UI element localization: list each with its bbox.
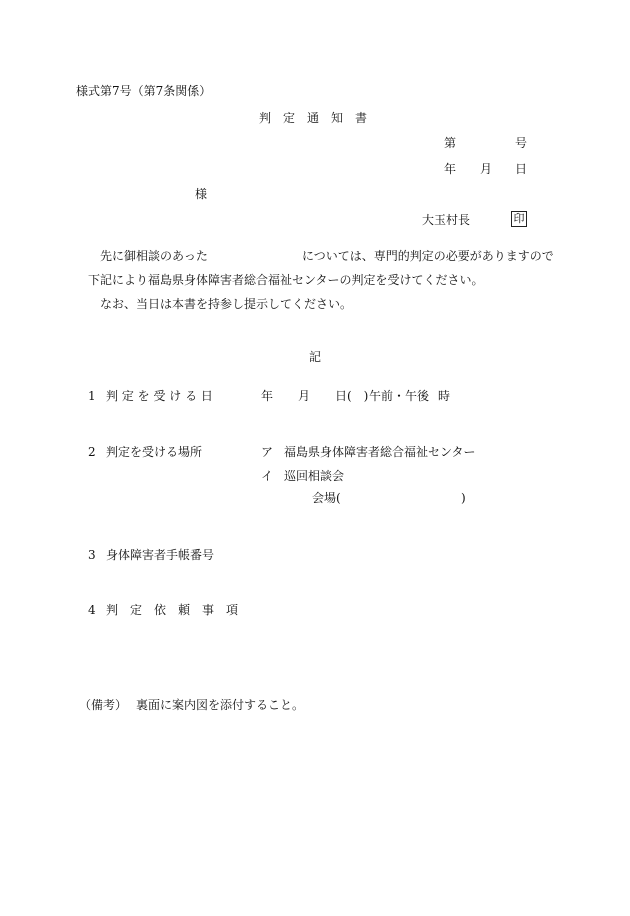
remarks-text: 裏面に案内図を添付すること。	[136, 698, 305, 712]
item2-option-a-text: 福島県身体障害者総合福祉センター	[284, 445, 476, 459]
date-day: 日	[515, 162, 528, 176]
remarks-label: （備考）	[79, 698, 128, 712]
seal-mark: 印	[511, 211, 527, 227]
item1-number: 1	[88, 389, 96, 403]
item2-venue-label: 会場(	[312, 491, 341, 505]
item1-label: 判 定 を 受 け る 日	[106, 389, 213, 403]
item2-label: 判定を受ける場所	[106, 445, 203, 459]
item1-month: 月	[298, 389, 311, 403]
item1-hour: 時	[438, 389, 451, 403]
body-line3: なお、当日は本書を持参し提示してください。	[100, 297, 353, 311]
body-line1-pre: 先に御相談のあった	[100, 249, 208, 263]
form-label: 様式第7号（第7条関係）	[76, 84, 212, 98]
item2-venue-close: )	[461, 491, 466, 505]
date-month: 月	[480, 162, 493, 176]
document-title: 判 定 通 知 書	[259, 111, 368, 125]
addressee-suffix: 様	[195, 187, 208, 201]
item2-option-b-text: 巡回相談会	[284, 469, 345, 483]
item2-option-b-letter: イ	[261, 469, 274, 483]
date-year: 年	[444, 162, 457, 176]
item4-label: 判 定 依 頼 事 項	[106, 603, 239, 617]
item3-number: 3	[88, 548, 96, 562]
number-prefix: 第	[444, 136, 457, 150]
issuer: 大玉村長	[422, 213, 471, 227]
item4-number: 4	[88, 603, 96, 617]
item3-label: 身体障害者手帳番号	[106, 548, 215, 562]
item1-year: 年	[261, 389, 274, 403]
item2-option-a-letter: ア	[261, 445, 274, 459]
ki-heading: 記	[309, 350, 322, 364]
body-line2: 下記により福島県身体障害者総合福祉センターの判定を受けてください。	[88, 273, 484, 287]
body-line1-post: については、専門的判定の必要がありますので	[302, 249, 554, 263]
item1-day: 日( )	[335, 389, 369, 403]
item2-number: 2	[88, 445, 96, 459]
item1-am-pm: 午前・午後	[369, 389, 430, 403]
number-suffix: 号	[515, 136, 528, 150]
